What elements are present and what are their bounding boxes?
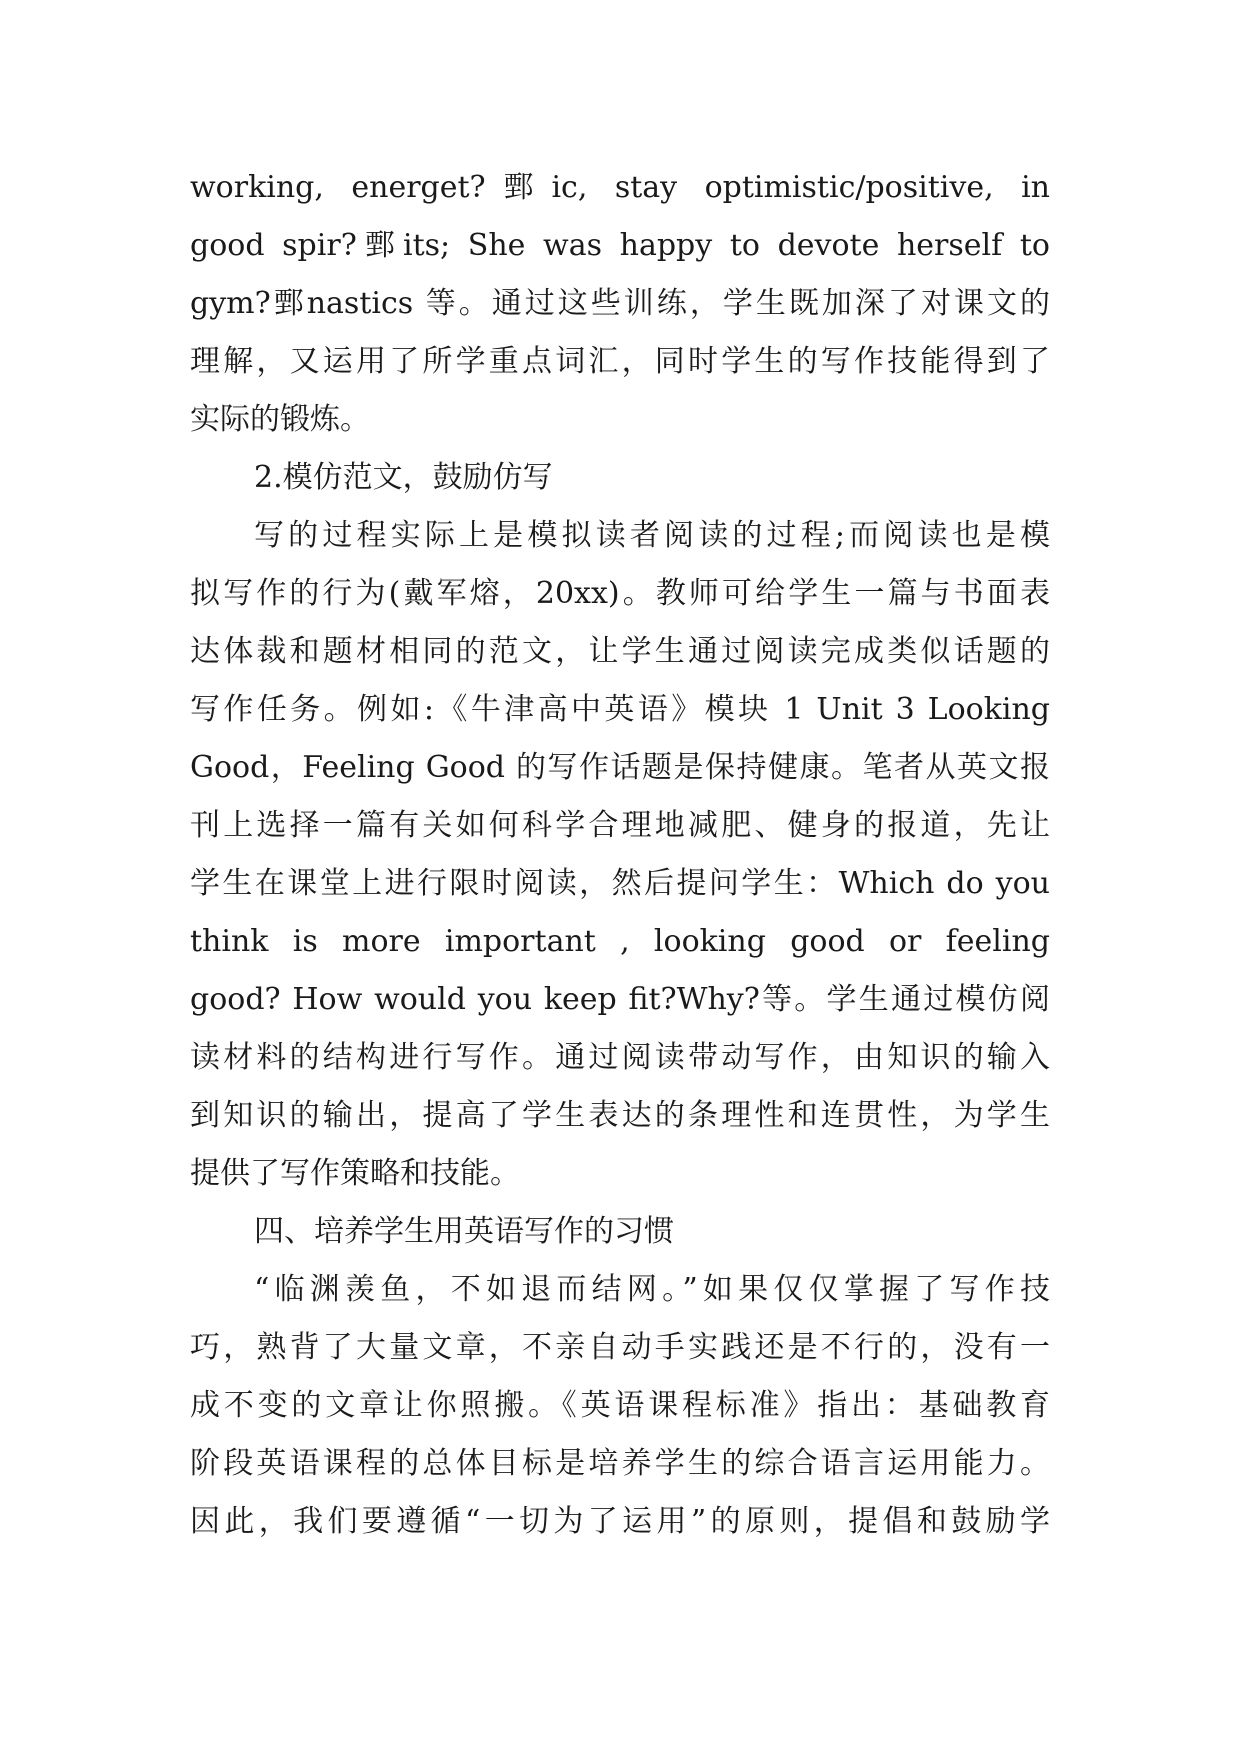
text-line: 提供了写作策略和技能。 <box>190 1156 520 1191</box>
text-line: 写的过程实际上是模拟读者阅读的过程;而阅读也是模 <box>254 518 1050 553</box>
text-line: 阶段英语课程的总体目标是培养学生的综合语言运用能力。 <box>190 1446 1050 1481</box>
text-line: 到知识的输出，提高了学生表达的条理性和连贯性，为学生 <box>190 1098 1050 1133</box>
text-line: good spir?鄄its; She was happy to devote herself to <box>190 228 1050 263</box>
text-line: working, energet?鄄ic, stay optimistic/positive, in <box>190 170 1050 205</box>
text-line: 巧，熟背了大量文章，不亲自动手实践还是不行的，没有一 <box>190 1330 1050 1365</box>
text-line: 实际的锻炼。 <box>190 402 370 437</box>
section-heading: 2.模仿范文，鼓励仿写 <box>254 460 553 495</box>
text-line: 读材料的结构进行写作。通过阅读带动写作，由知识的输入 <box>190 1040 1050 1075</box>
text-line: good? How would you keep fit?Why?等。学生通过模仿阅 <box>190 982 1050 1017</box>
text-line: 因此，我们要遵循“一切为了运用”的原则，提倡和鼓励学 <box>190 1504 1050 1539</box>
text-line: gym?鄄nastics 等。通过这些训练，学生既加深了对课文的 <box>190 286 1050 321</box>
text-line: 达体裁和题材相同的范文，让学生通过阅读完成类似话题的 <box>190 634 1050 669</box>
text-line: 成不变的文章让你照搬。《英语课程标准》指出：基础教育 <box>190 1388 1050 1423</box>
text-line: 理解，又运用了所学重点词汇，同时学生的写作技能得到了 <box>190 344 1050 379</box>
text-line: “临渊羡鱼，不如退而结网。”如果仅仅掌握了写作技 <box>254 1272 1050 1307</box>
text-line: 刊上选择一篇有关如何科学合理地减肥、健身的报道，先让 <box>190 808 1050 843</box>
text-line: 写作任务。例如:《牛津高中英语》模块 1 Unit 3 Looking <box>190 692 1050 727</box>
section-heading: 四、培养学生用英语写作的习惯 <box>254 1214 674 1249</box>
text-line: think is more important , looking good or feeling <box>190 924 1050 959</box>
text-line: 拟写作的行为(戴军熔，20xx)。教师可给学生一篇与书面表 <box>190 576 1050 611</box>
body-text <box>190 159 1050 1551</box>
text-line: 学生在课堂上进行限时阅读，然后提问学生：Which do you <box>190 866 1050 901</box>
text-line: Good，Feeling Good 的写作话题是保持健康。笔者从英文报 <box>190 750 1050 785</box>
